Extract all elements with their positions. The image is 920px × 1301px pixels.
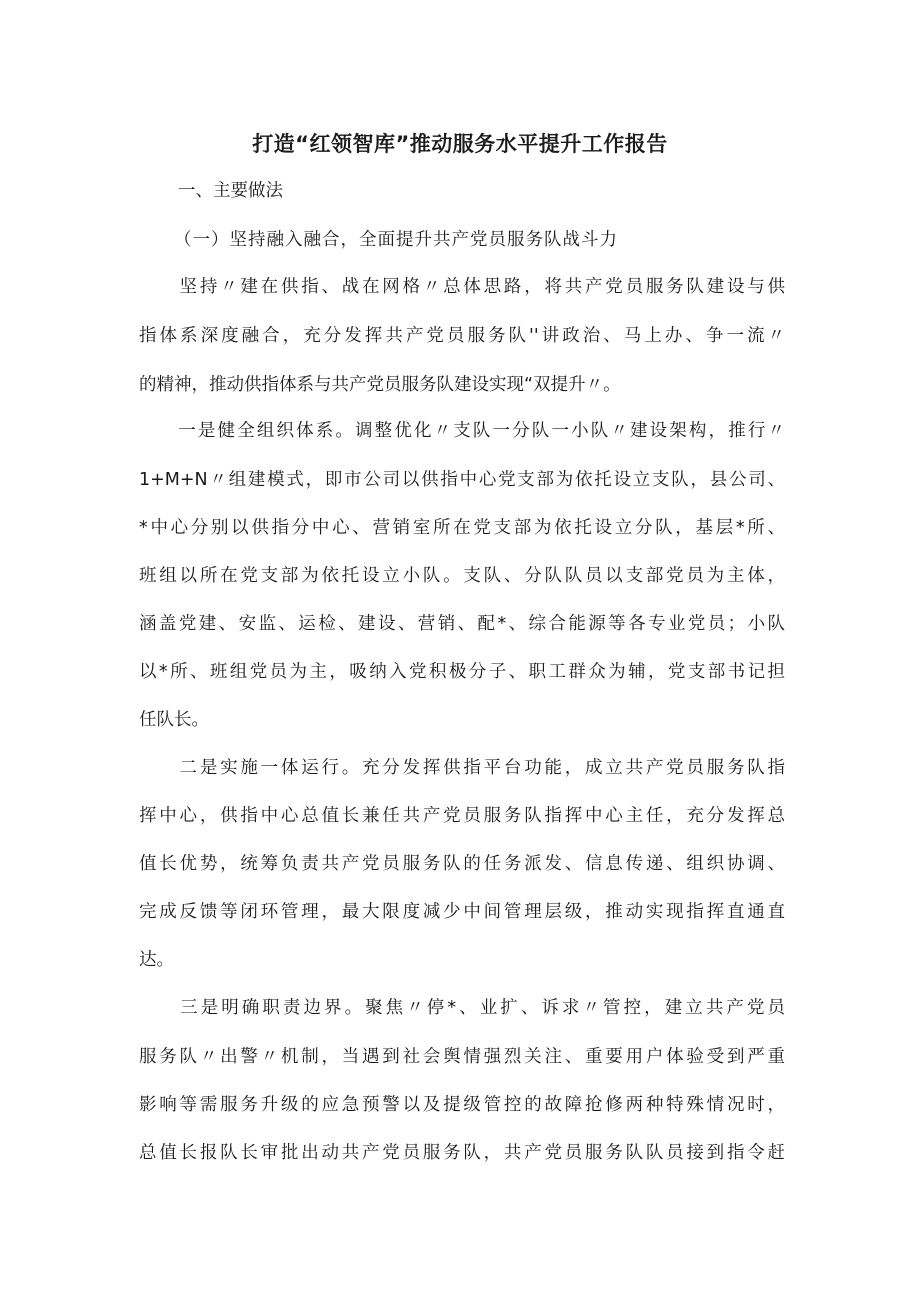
paragraph-line: 一是健全组织体系。调整优化〃支队一分队一小队〃建设架构，推行〃 <box>139 421 785 441</box>
paragraph-line: 二是实施一体运行。充分发挥供指平台功能，成立共产党员服务队指 <box>139 758 785 778</box>
paragraph-line: 的精神，推动供指体系与共产党员服务队建设实现“双提升〃。 <box>139 375 621 395</box>
paragraph-line: 涵盖党建、安监、运检、建设、营销、配*、综合能源等各专业党员；小队 <box>139 614 785 634</box>
paragraph-line: 班组以所在党支部为依托设立小队。支队、分队队员以支部党员为主体， <box>139 566 785 586</box>
paragraph-line: 指体系深度融合，充分发挥共产党员服务队''讲政治、马上办、争一流〃 <box>139 326 785 346</box>
subsection-heading: （一）坚持融入融合，全面提升共产党员服务队战斗力 <box>174 230 618 250</box>
paragraph-line: 达。 <box>139 950 174 970</box>
paragraph-line: *中心分别以供指分中心、营销室所在党支部为依托设立分队，基层*所、 <box>139 518 785 538</box>
paragraph-line: 挥中心，供指中心总值长兼任共产党员服务队指挥中心主任，充分发挥总 <box>139 806 785 826</box>
paragraph-line: 完成反馈等闭环管理，最大限度减少中间管理层级，推动实现指挥直通直 <box>139 902 785 922</box>
paragraph-line: 以*所、班组党员为主，吸纳入党积极分子、职工群众为辅，党支部书记担 <box>139 662 785 682</box>
paragraph-line: 三是明确职责边界。聚焦〃停*、业扩、诉求〃管控，建立共产党员 <box>139 998 785 1018</box>
section-heading: 一、主要做法 <box>178 181 283 201</box>
document-title: 打造“红领智库”推动服务水平提升工作报告 <box>252 132 668 156</box>
paragraph-line: 1+M+N〃组建模式，即市公司以供指中心党支部为依托设立支队，县公司、 <box>139 470 785 490</box>
paragraph-line: 值长优势，统筹负责共产党员服务队的任务派发、信息传递、组织协调、 <box>139 854 785 874</box>
paragraph-line: 任队长。 <box>139 710 209 730</box>
paragraph-line: 坚持〃建在供指、战在网格〃总体思路，将共产党员服务队建设与供 <box>139 277 785 297</box>
paragraph-line: 影响等需服务升级的应急预警以及提级管控的故障抢修两种特殊情况时， <box>139 1095 785 1115</box>
paragraph-line: 总值长报队长审批出动共产党员服务队，共产党员服务队队员接到指令赶 <box>139 1143 785 1163</box>
paragraph-line: 服务队〃出警〃机制，当遇到社会舆情强烈关注、重要用户体验受到严重 <box>139 1047 785 1067</box>
